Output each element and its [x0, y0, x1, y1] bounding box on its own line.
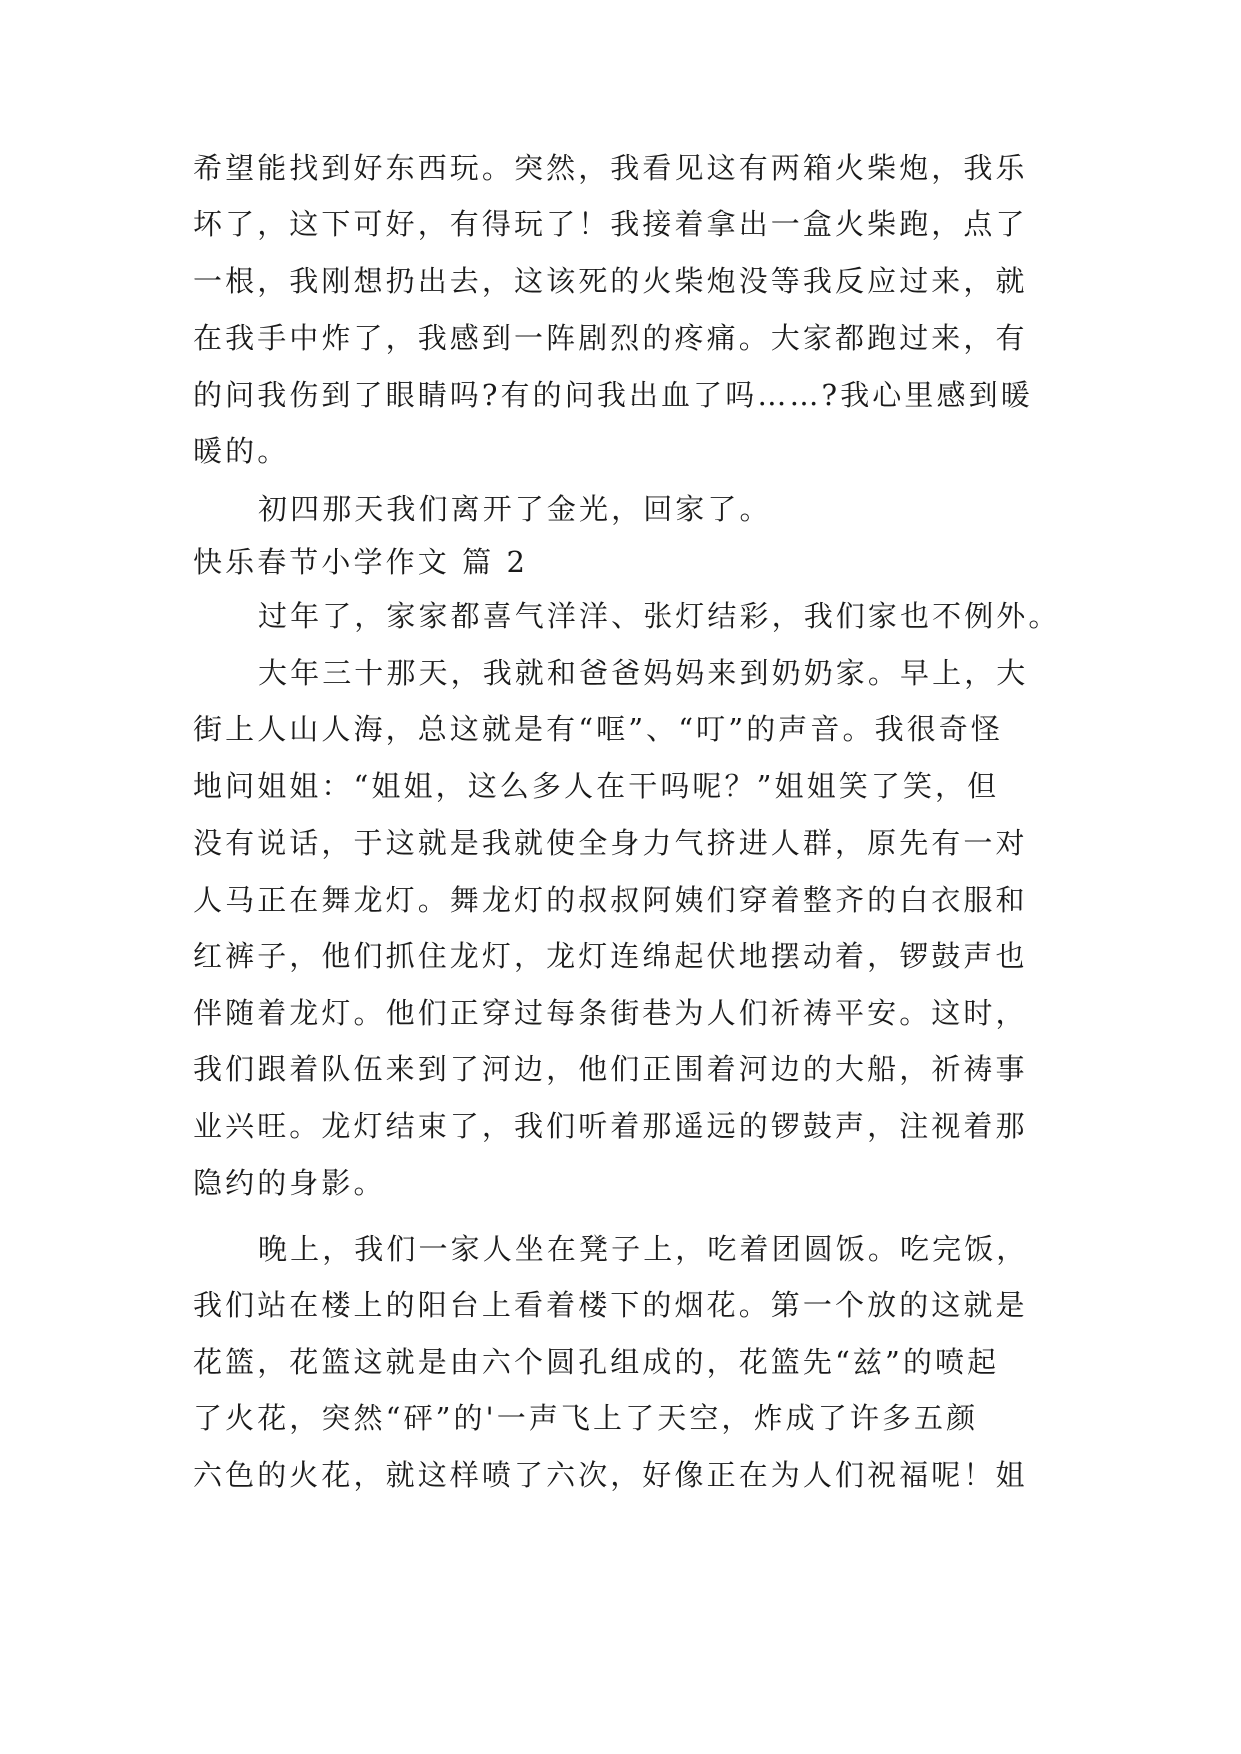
- section-heading: 快乐春节小学作文 篇 2: [193, 545, 529, 579]
- text-line: 我们站在楼上的阳台上看着楼下的烟花。第一个放的这就是: [193, 1288, 1028, 1322]
- text-line: 地问姐姐：“姐姐，这么多人在干吗呢？”姐姐笑了笑，但: [193, 769, 1000, 803]
- text-line: 没有说话，于这就是我就使全身力气挤进人群，原先有一对: [193, 826, 1028, 860]
- text-line: 人马正在舞龙灯。舞龙灯的叔叔阿姨们穿着整齐的白衣服和: [193, 883, 1028, 917]
- text-line: 花篮，花篮这就是由六个圆孔组成的，花篮先“兹”的喷起: [193, 1345, 1000, 1379]
- text-line: 业兴旺。龙灯结束了，我们听着那遥远的锣鼓声，注视着那: [193, 1109, 1028, 1143]
- text-line: 我们跟着队伍来到了河边，他们正围着河边的大船，祈祷事: [193, 1052, 1028, 1086]
- text-line: 的问我伤到了眼睛吗?有的问我出血了吗……?我心里感到暖: [193, 378, 1033, 412]
- paragraph-line: 过年了，家家都喜气洋洋、张灯结彩，我们家也不例外。: [258, 599, 1061, 633]
- text-line: 暖的。: [193, 434, 290, 468]
- text-line: 坏了，这下可好，有得玩了！我接着拿出一盒火柴跑，点了: [193, 207, 1028, 241]
- text-line: 伴随着龙灯。他们正穿过每条街巷为人们祈祷平安。这时，: [193, 996, 1028, 1030]
- text-line: 六色的火花，就这样喷了六次，好像正在为人们祝福呢！姐: [193, 1458, 1028, 1492]
- paragraph-line: 大年三十那天，我就和爸爸妈妈来到奶奶家。早上，大: [258, 656, 1029, 690]
- text-line: 隐约的身影。: [193, 1166, 386, 1200]
- text-line: 街上人山人海，总这就是有“哐”、“叮”的声音。我很奇怪: [193, 712, 1004, 746]
- text-line: 红裤子，他们抓住龙灯，龙灯连绵起伏地摆动着，锣鼓声也: [193, 939, 1028, 973]
- text-line: 在我手中炸了，我感到一阵剧烈的疼痛。大家都跑过来，有: [193, 321, 1028, 355]
- text-line: 一根，我刚想扔出去，这该死的火柴炮没等我反应过来，就: [193, 264, 1028, 298]
- paragraph-line: 初四那天我们离开了金光，回家了。: [258, 492, 772, 526]
- paragraph-line: 晚上，我们一家人坐在凳子上，吃着团圆饭。吃完饭，: [258, 1232, 1029, 1266]
- text-line: 希望能找到好东西玩。突然，我看见这有两箱火柴炮，我乐: [193, 151, 1028, 185]
- text-line: 了火花，突然“砰”的'一声飞上了天空，炸成了许多五颜: [193, 1401, 979, 1435]
